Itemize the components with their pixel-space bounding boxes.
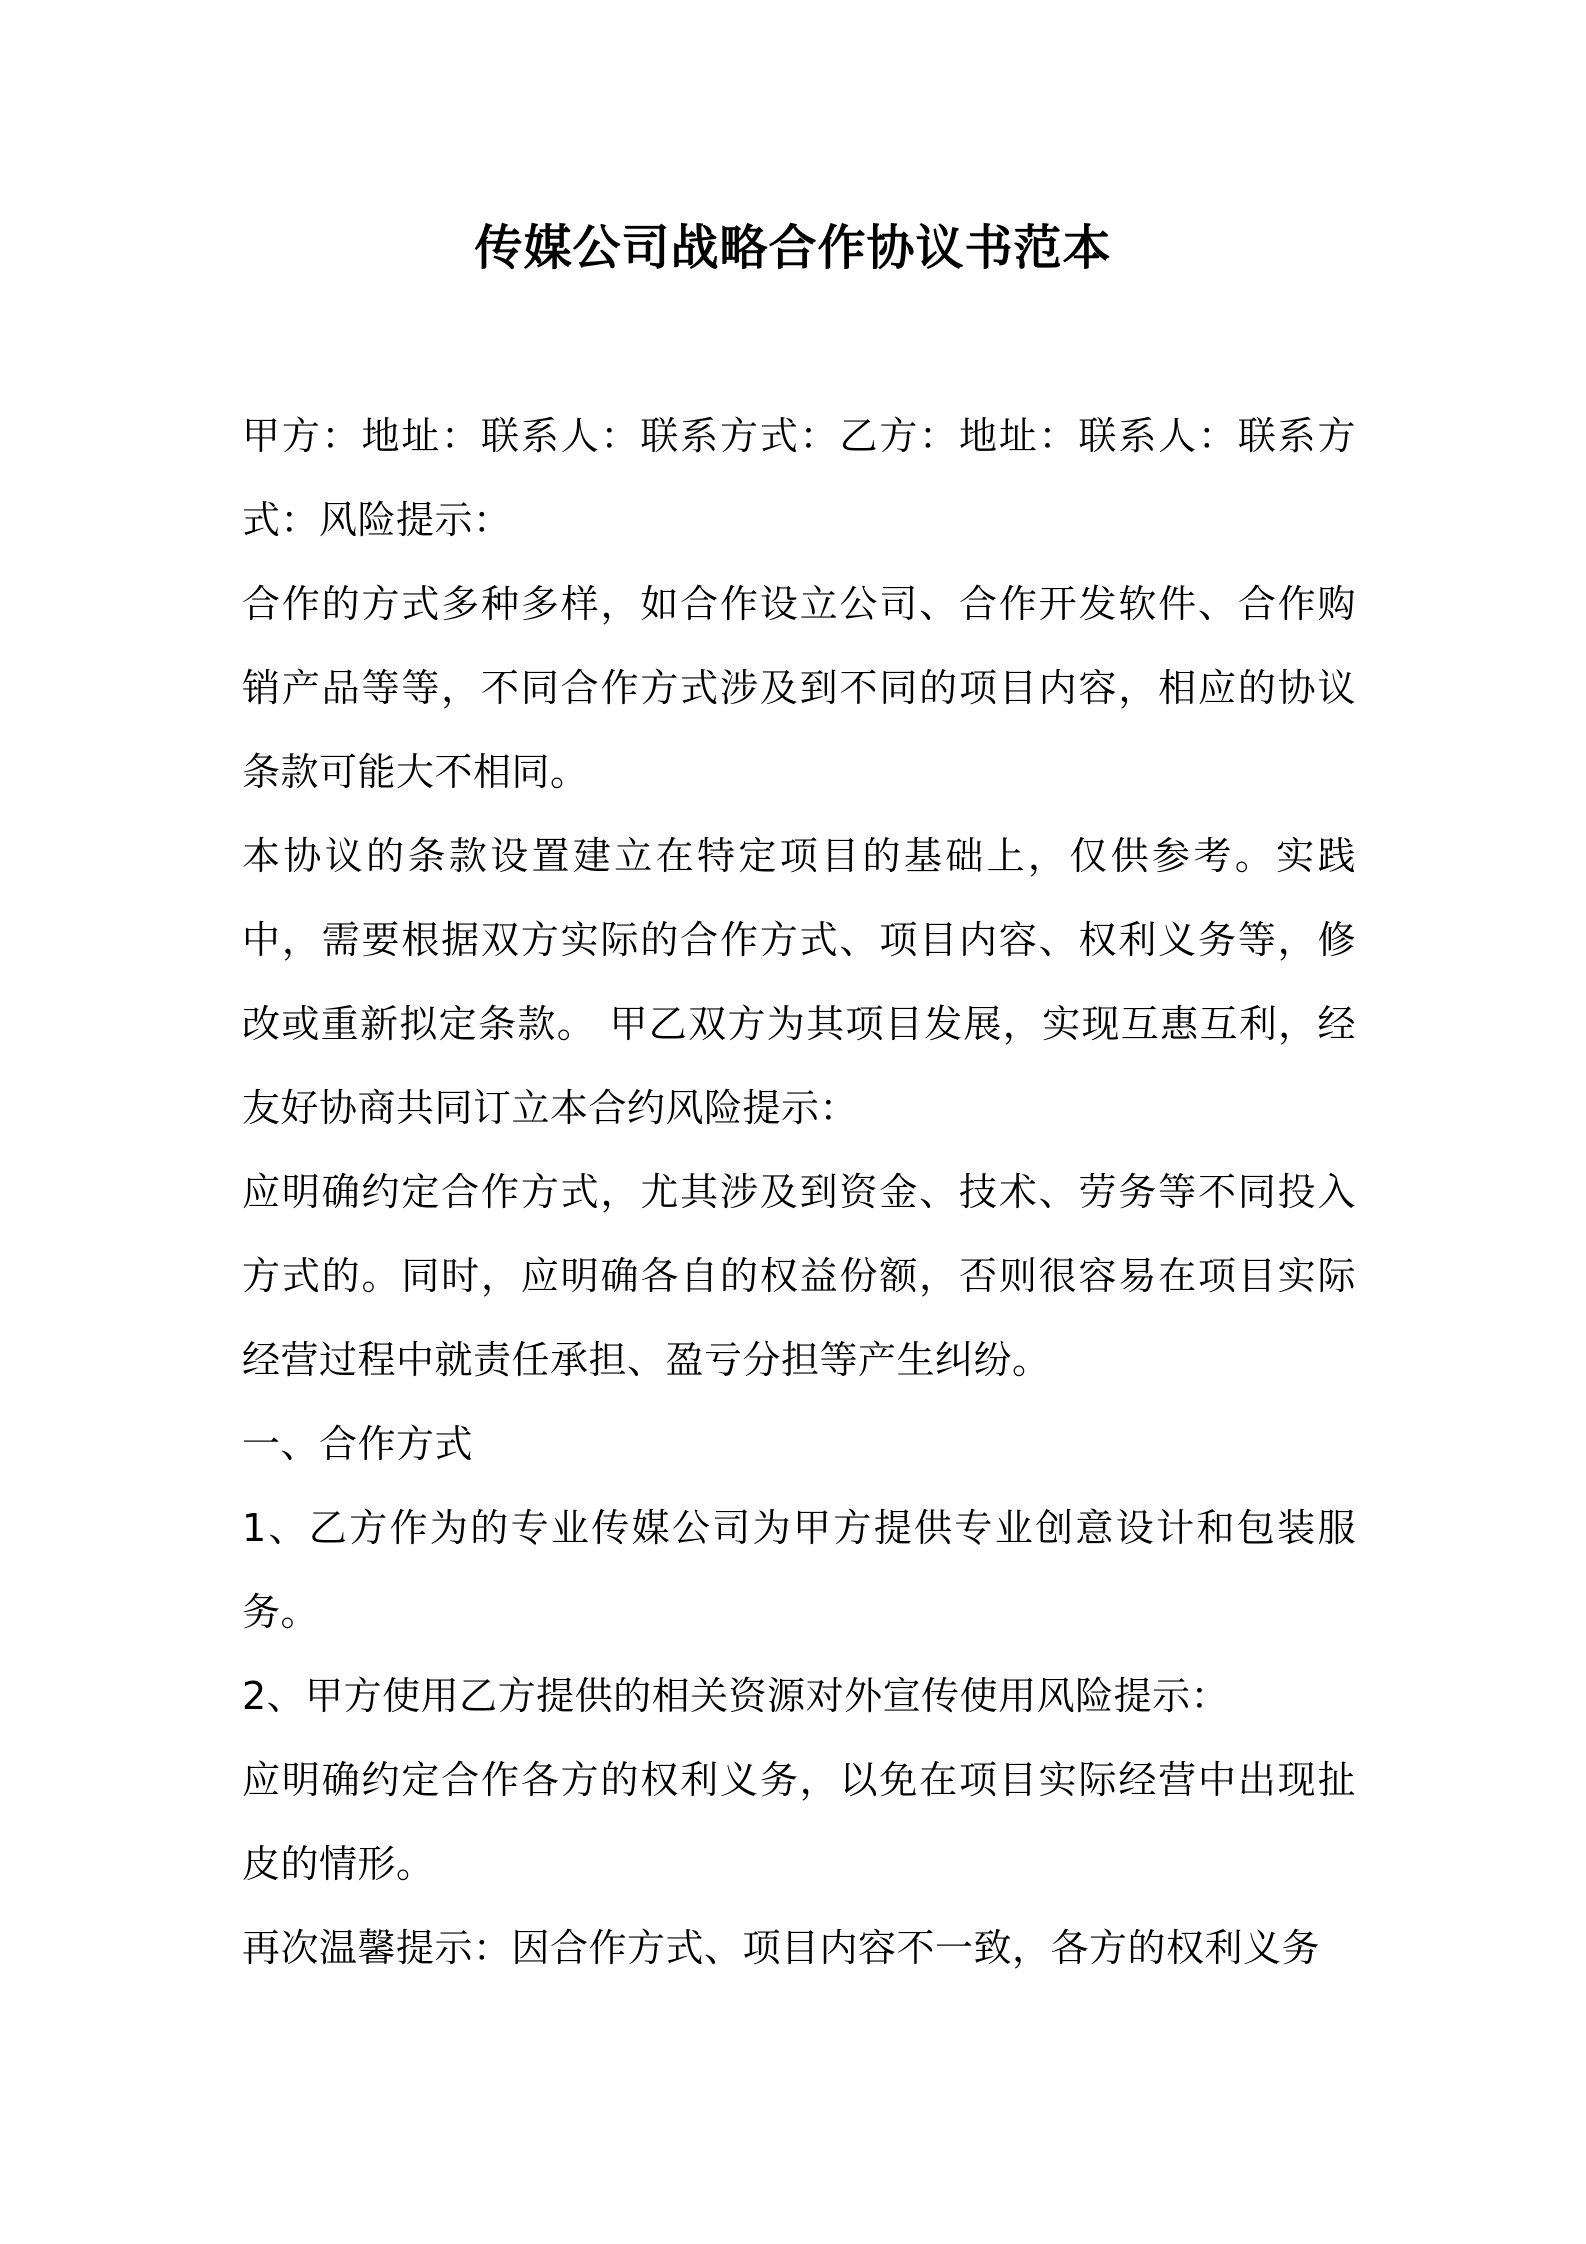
paragraph-parties: 甲方：地址：联系人：联系方式：乙方：地址：联系人：联系方式：风险提示： bbox=[242, 414, 1356, 542]
paragraph-define-method: 应明确约定合作方式，尤其涉及到资金、技术、劳务等不同投入方式的。同时，应明确各自的权益份额，否则很容易在项目实际经营过程中就责任承担、盈亏分担等产生纠纷。 bbox=[242, 1170, 1356, 1382]
section-heading-cooperation-method: 一、合作方式 bbox=[242, 1422, 474, 1466]
paragraph-reminder: 再次温馨提示：因合作方式、项目内容不一致，各方的权利义务 bbox=[242, 1926, 1321, 1970]
document-title: 传媒公司战略合作协议书范本 bbox=[474, 220, 1112, 276]
clause-2: 2、甲方使用乙方提供的相关资源对外宣传使用风险提示： bbox=[242, 1674, 1230, 1718]
document-body bbox=[242, 394, 1356, 1990]
paragraph-rights-obligations: 应明确约定合作各方的权利义务，以免在项目实际经营中出现扯皮的情形。 bbox=[242, 1758, 1356, 1886]
clause-1: 1、乙方作为的专业传媒公司为甲方提供专业创意设计和包装服务。 bbox=[242, 1506, 1356, 1634]
paragraph-cooperation-forms: 合作的方式多种多样，如合作设立公司、合作开发软件、合作购销产品等等，不同合作方式涉及到不同的项目内容，相应的协议条款可能大不相同。 bbox=[242, 582, 1356, 794]
paragraph-reference-note: 本协议的条款设置建立在特定项目的基础上，仅供参考。实践中，需要根据双方实际的合作方式、项目内容、权利义务等，修改或重新拟定条款。 甲乙双方为其项目发展，实现互惠互利，经友好协商共同订立本合约风险提示： bbox=[242, 834, 1356, 1130]
